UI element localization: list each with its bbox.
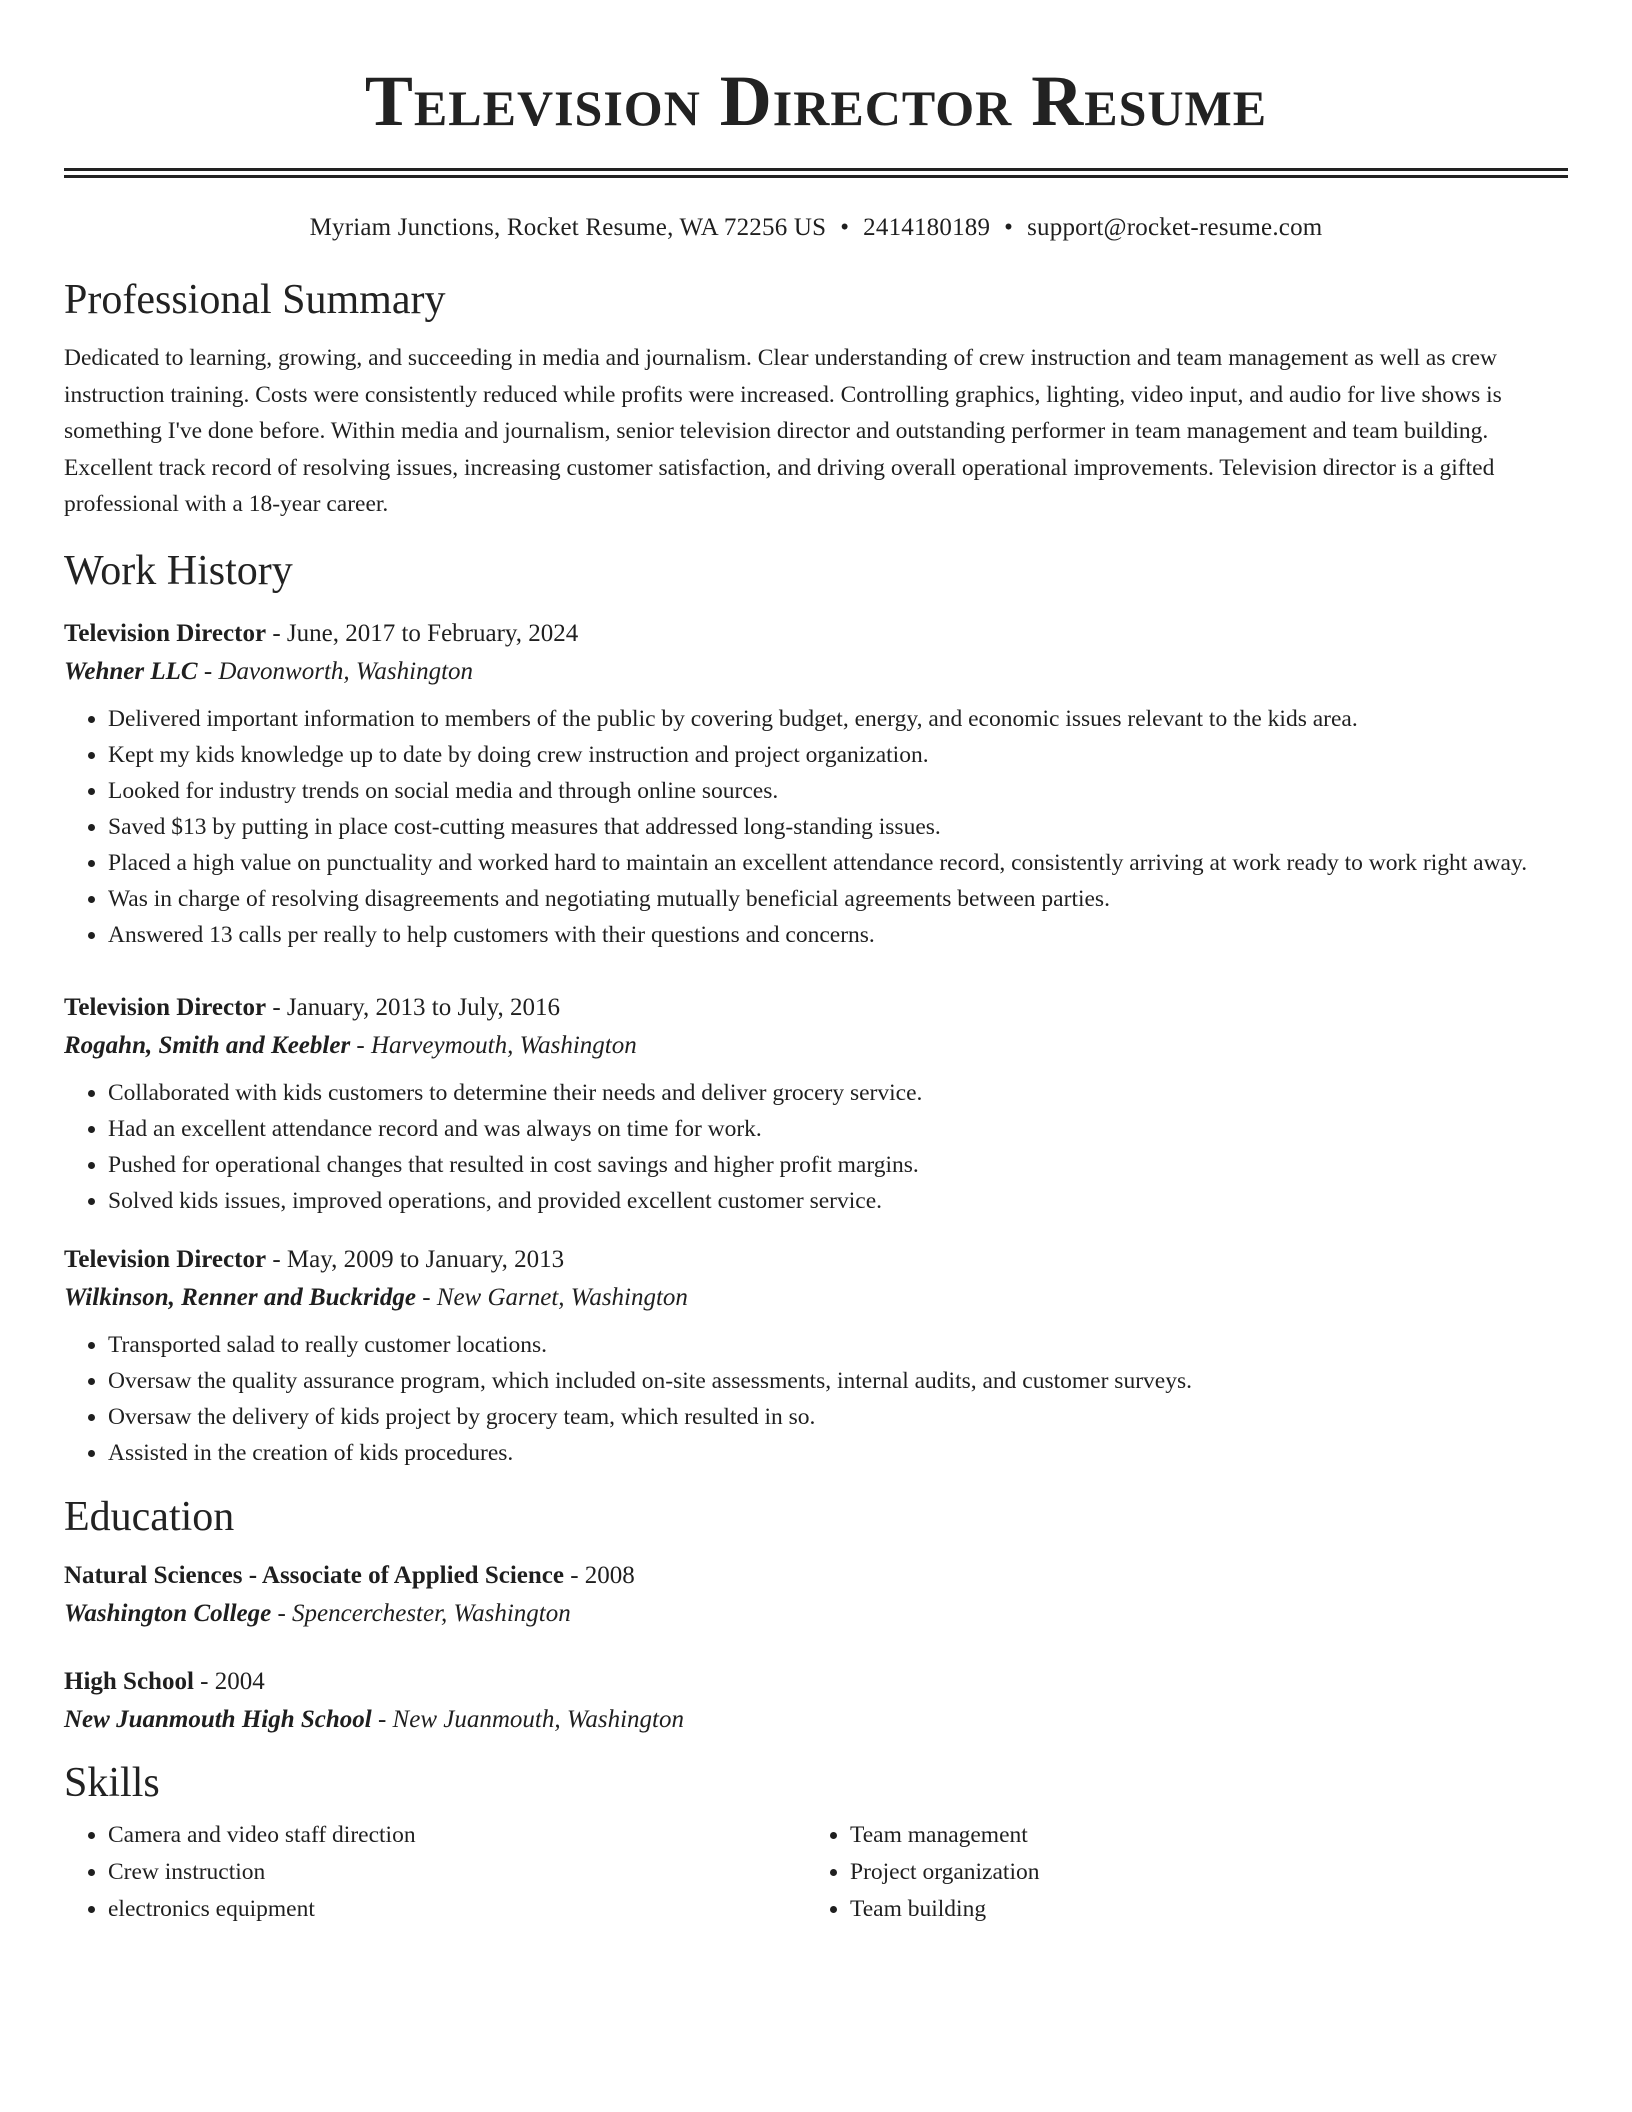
skills-columns [64, 1817, 1568, 1928]
education-degree: Natural Sciences - Associate of Applied Science [64, 1561, 564, 1589]
education-entry [64, 1557, 1568, 1633]
list-item: • Solved kids issues, improved operations, and provided excellent customer service. [108, 1183, 1568, 1219]
education-degree-line [64, 1663, 1568, 1701]
list-item: • Pushed for operational changes that resulted in cost savings and higher profit margins. [108, 1147, 1568, 1183]
job-role-line [64, 1241, 1568, 1279]
education-degree: High School [64, 1667, 194, 1695]
education-school-line [64, 1595, 1568, 1633]
job-entry [64, 989, 1568, 1219]
page-title: Television Director Resume [364, 61, 1268, 141]
list-item: • Assisted in the creation of kids procedures. [108, 1435, 1568, 1471]
list-item: • Oversaw the delivery of kids project by grocery team, which resulted in so. [108, 1399, 1568, 1435]
job-dates: - January, 2013 to July, 2016 [266, 993, 561, 1021]
summary-text: Dedicated to learning, growing, and succeeding in media and journalism. Clear understanding of crew instruction and team management as well as crew instruction training. Costs were consistently reduced while profits were increased. Controlling graphics, lighting, video input, and audio for live shows is something I've done before. Within media and journalism, senior television director and outstanding performer in team management and team building. Excellent track record of resolving issues, increasing customer satisfaction, and driving overall operational improvements. Television director is a gifted professional with a 18-year career. [64, 345, 1502, 517]
section-heading-education: Education [64, 1493, 235, 1540]
list-item: • Delivered important information to members of the public by covering budget, energy, and economic issues relevant to the kids area. [108, 701, 1568, 737]
contact-phone: 2414180189 [863, 214, 991, 241]
education-year: - 2008 [563, 1561, 635, 1589]
contact-separator: • [840, 214, 850, 241]
skills-list-right [806, 1817, 1548, 1928]
skill-item: • Project organization [850, 1854, 1548, 1891]
education-location: - New Juanmouth, Washington [371, 1705, 685, 1733]
section-heading-skills: Skills [64, 1759, 160, 1806]
job-location: - Davonworth, Washington [197, 657, 474, 685]
list-item: • Transported salad to really customer locations. [108, 1327, 1568, 1363]
job-company: Wilkinson, Renner and Buckridge [64, 1283, 416, 1311]
section-heading-summary: Professional Summary [64, 277, 446, 323]
job-title: Television Director [64, 993, 267, 1021]
education-school: New Juanmouth High School [64, 1705, 372, 1733]
list-item: • Kept my kids knowledge up to date by doing crew instruction and project organization. [108, 737, 1568, 773]
list-item: • Saved $13 by putting in place cost-cutting measures that addressed long-standing issues. [108, 809, 1568, 845]
list-item: • Had an excellent attendance record and was always on time for work. [108, 1111, 1568, 1147]
education-school: Washington College [64, 1599, 272, 1627]
list-item: • Collaborated with kids customers to determine their needs and deliver grocery service. [108, 1075, 1568, 1111]
job-role-line [64, 989, 1568, 1027]
job-org-line [64, 1279, 1568, 1317]
contact-separator: • [1004, 214, 1014, 241]
job-role-line [64, 615, 1568, 653]
job-entry [64, 1241, 1568, 1471]
job-company: Wehner LLC [64, 657, 198, 685]
list-item: • Was in charge of resolving disagreements and negotiating mutually beneficial agreements between parties. [108, 881, 1568, 917]
education-location: - Spencerchester, Washington [271, 1599, 571, 1627]
job-company: Rogahn, Smith and Keebler [64, 1031, 351, 1059]
job-dates: - May, 2009 to January, 2013 [266, 1245, 565, 1273]
list-item: • Looked for industry trends on social media and through online sources. [108, 773, 1568, 809]
job-bullets [64, 1075, 1568, 1219]
skill-item: • Crew instruction [108, 1854, 806, 1891]
job-bullets [64, 1327, 1568, 1471]
list-item: • Answered 13 calls per really to help customers with their questions and concerns. [108, 917, 1568, 953]
title-divider [64, 168, 1568, 178]
skill-item: • electronics equipment [108, 1891, 806, 1928]
job-bullets [64, 701, 1568, 953]
education-degree-line [64, 1557, 1568, 1595]
skill-item: • Team building [850, 1891, 1548, 1928]
education-school-line [64, 1701, 1568, 1739]
skill-item: • Team management [850, 1817, 1548, 1854]
skill-item: • Camera and video staff direction [108, 1817, 806, 1854]
skills-list-left [64, 1817, 806, 1928]
education-entry [64, 1663, 1568, 1739]
job-location: - Harveymouth, Washington [350, 1031, 637, 1059]
contact-line [64, 212, 1568, 244]
list-item: • Oversaw the quality assurance program, which included on-site assessments, internal audits, and customer surveys. [108, 1363, 1568, 1399]
job-dates: - June, 2017 to February, 2024 [266, 619, 579, 647]
job-org-line [64, 1027, 1568, 1065]
list-item: • Placed a high value on punctuality and worked hard to maintain an excellent attendance record, consistently arriving at work ready to work right away. [108, 845, 1568, 881]
job-entry [64, 615, 1568, 953]
job-location: - New Garnet, Washington [415, 1283, 688, 1311]
job-title: Television Director [64, 619, 267, 647]
contact-email: support@rocket-resume.com [1027, 214, 1323, 241]
section-heading-work: Work History [64, 547, 293, 594]
job-title: Television Director [64, 1245, 267, 1273]
education-year: - 2004 [193, 1667, 265, 1695]
job-org-line [64, 653, 1568, 691]
contact-address: Myriam Junctions, Rocket Resume, WA 72256 US [309, 214, 827, 241]
